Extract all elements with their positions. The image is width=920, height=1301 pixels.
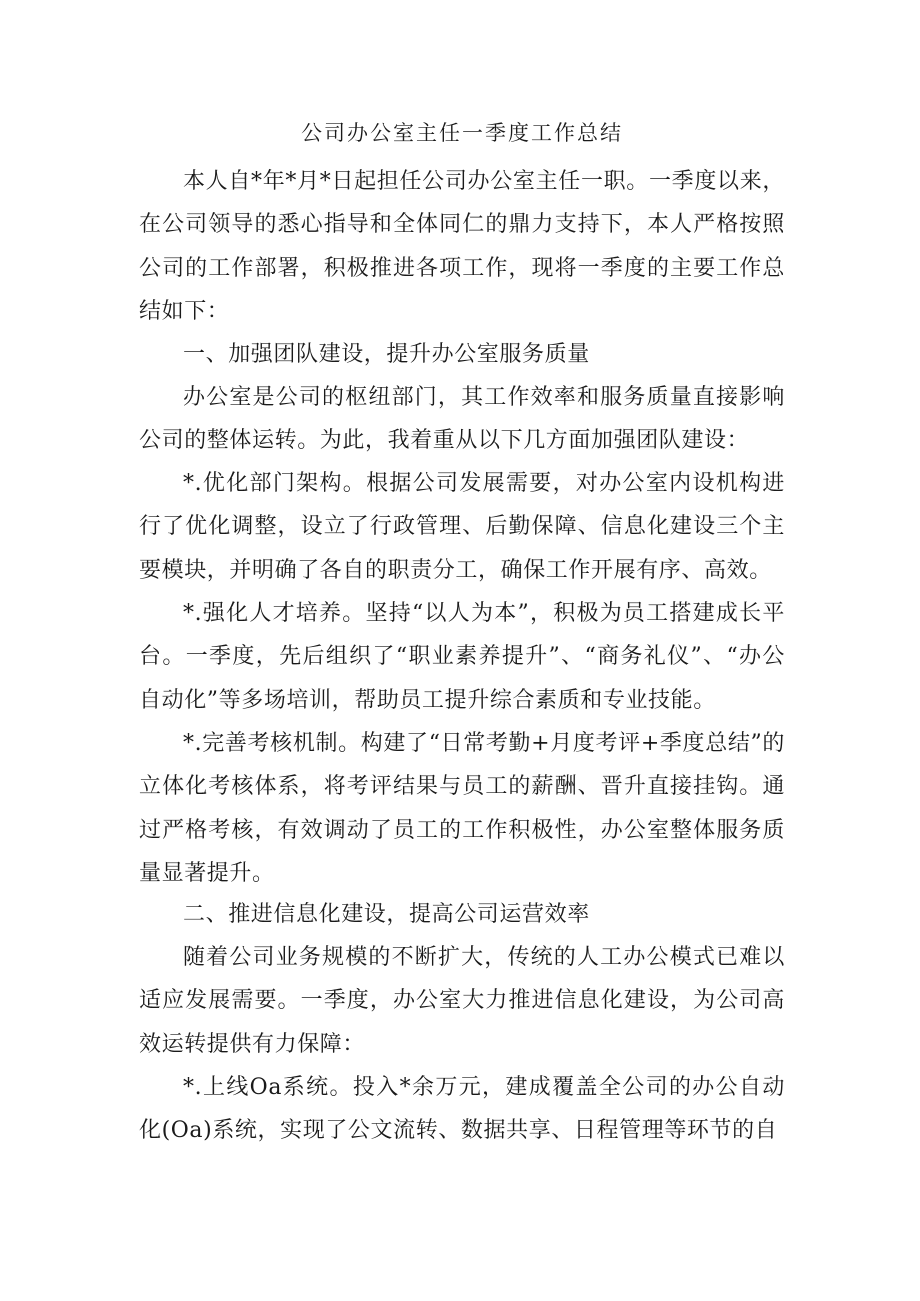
document-title: 公司办公室主任一季度工作总结 [301, 121, 623, 145]
intro-paragraph: 本人自*年*月*日起担任公司办公室主任一职。一季度以来，在公司领导的悉心指导和全体同仁的鼎力支持下，本人严格按照公司的工作部署，积极推进各项工作，现将一季度的主要工作总结如下： [139, 169, 785, 324]
section-heading-1: 一、加强团队建设，提升办公室服务质量 [183, 342, 590, 367]
item-department-structure: *.优化部门架构。根据公司发展需要，对办公室内设机构进行了优化调整，设立了行政管理、后勤保障、信息化建设三个主要模块，并明确了各自的职责分工，确保工作开展有序、高效。 [139, 471, 785, 583]
item-oa-system: *.上线Oa系统。投入*余万元，建成覆盖全公司的办公自动化(Oa)系统，实现了公文流转、数据共享、日程管理等环节的自 [139, 1075, 785, 1144]
section-heading-2: 二、推进信息化建设，提高公司运营效率 [183, 902, 590, 927]
section-2-intro-paragraph: 随着公司业务规模的不断扩大，传统的人工办公模式已难以适应发展需要。一季度，办公室大力推进信息化建设，为公司高效运转提供有力保障： [139, 945, 785, 1057]
section-1-intro-paragraph: 办公室是公司的枢纽部门，其工作效率和服务质量直接影响公司的整体运转。为此，我着重从以下几方面加强团队建设： [139, 385, 785, 454]
item-assessment-mechanism: *.完善考核机制。构建了“日常考勤+月度考评+季度总结”的立体化考核体系，将考评结果与员工的薪酬、晋升直接挂钩。通过严格考核，有效调动了员工的工作积极性，办公室整体服务质量显著提升。 [139, 731, 785, 886]
item-talent-training: *.强化人才培养。坚持“以人为本”，积极为员工搭建成长平台。一季度，先后组织了“职业素养提升”、“商务礼仪”、“办公自动化”等多场培训，帮助员工提升综合素质和专业技能。 [139, 601, 785, 713]
